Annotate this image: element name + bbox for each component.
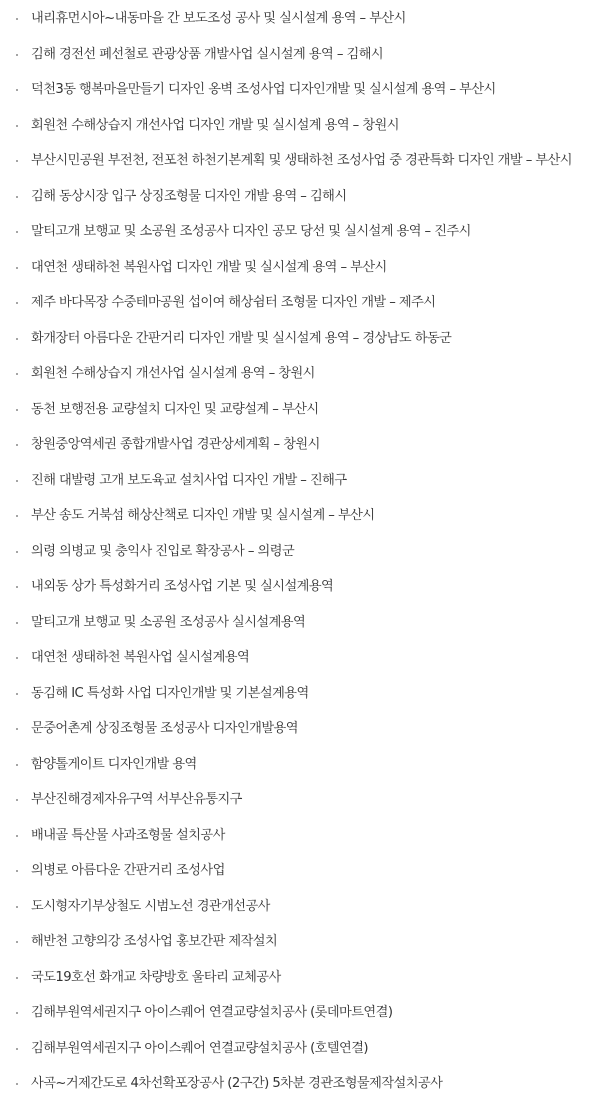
project-item — [0, 250, 600, 286]
project-title: 말티고개 보행교 및 소공원 조성공사 실시설계용역 — [31, 614, 306, 630]
bullet-dot-icon — [16, 1012, 18, 1014]
project-title: 김해 경전선 폐선철로 관광상품 개발사업 실시설계 용역 – 김해시 — [31, 46, 384, 62]
bullet-dot-icon — [16, 799, 18, 801]
bullet-dot-icon — [16, 693, 18, 695]
bullet-dot-icon — [16, 1083, 18, 1085]
project-item — [0, 179, 600, 215]
project-item — [0, 498, 600, 534]
project-title: 도시형자기부상철도 시범노선 경관개선공사 — [31, 898, 270, 914]
project-title: 사곡~거제간도로 4차선확포장공사 (2구간) 5차분 경관조형물제작설치공사 — [31, 1076, 443, 1091]
bullet-dot-icon — [16, 728, 18, 730]
project-title: 회원천 수해상습지 개선사업 디자인 개발 및 실시설계 용역 – 창원시 — [31, 117, 399, 133]
project-item — [0, 605, 600, 641]
project-item — [0, 463, 600, 499]
project-item — [0, 37, 600, 73]
bullet-dot-icon — [16, 89, 18, 91]
project-item — [0, 711, 600, 747]
bullet-dot-icon — [16, 302, 18, 304]
bullet-dot-icon — [16, 977, 18, 979]
project-title: 문중어촌계 상징조형물 조성공사 디자인개발용역 — [31, 721, 298, 736]
project-title: 부산 송도 거북섬 해상산책로 디자인 개발 및 실시설계 – 부산시 — [31, 508, 375, 523]
project-title: 동김해 IC 특성화 사업 디자인개발 및 기본설계용역 — [31, 685, 309, 701]
bullet-dot-icon — [16, 1048, 18, 1050]
project-title: 대연천 생태하천 복원사업 실시설계용역 — [31, 650, 250, 665]
bullet-dot-icon — [16, 160, 18, 162]
bullet-dot-icon — [16, 480, 18, 482]
project-item — [0, 676, 600, 712]
project-item — [0, 214, 600, 250]
bullet-dot-icon — [16, 870, 18, 872]
project-title: 부산시민공원 부전천, 전포천 하천기본계획 및 생태하천 조성사업 중 경관특화 디자인 개발 – 부산시 — [31, 153, 572, 168]
project-item — [0, 995, 600, 1031]
project-item — [0, 285, 600, 321]
bullet-dot-icon — [16, 338, 18, 340]
project-title: 대연천 생태하천 복원사업 디자인 개발 및 실시설계 용역 – 부산시 — [31, 259, 387, 275]
bullet-dot-icon — [16, 125, 18, 127]
project-title: 김해부원역세권지구 아이스퀘어 연결교량설치공사 (호텔연결) — [31, 1040, 369, 1056]
project-item — [0, 1, 600, 37]
project-title: 덕천3동 행복마을만들기 디자인 옹벽 조성사업 디자인개발 및 실시설계 용역 – 부산시 — [31, 82, 496, 97]
project-title: 의병로 아름다운 간판거리 조성사업 — [31, 863, 225, 878]
bullet-dot-icon — [16, 551, 18, 553]
project-title: 창원중앙역세권 종합개발사업 경관상세계획 – 창원시 — [31, 437, 320, 452]
bullet-dot-icon — [16, 231, 18, 233]
project-title: 김해부원역세권지구 아이스퀘어 연결교량설치공사 (롯데마트연결) — [31, 1005, 393, 1020]
project-list — [0, 1, 600, 1102]
project-item — [0, 392, 600, 428]
bullet-dot-icon — [16, 657, 18, 659]
project-item — [0, 1031, 600, 1067]
project-title: 해반천 고향의강 조성사업 홍보간판 제작설치 — [31, 934, 278, 949]
project-title: 제주 바다목장 수중테마공원 섭이여 해상쉼터 조형물 디자인 개발 – 제주시 — [31, 295, 436, 310]
bullet-dot-icon — [16, 444, 18, 446]
project-title: 회원천 수해상습지 개선사업 실시설계 용역 – 창원시 — [31, 366, 315, 381]
project-item — [0, 108, 600, 144]
project-title: 진해 대발령 고개 보도육교 설치사업 디자인 개발 – 진해구 — [31, 472, 347, 488]
bullet-dot-icon — [16, 409, 18, 411]
bullet-dot-icon — [16, 835, 18, 837]
bullet-dot-icon — [16, 515, 18, 517]
bullet-dot-icon — [16, 54, 18, 56]
project-item — [0, 569, 600, 605]
project-title: 내리휴먼시아~내동마을 간 보도조성 공사 및 실시설계 용역 – 부산시 — [31, 11, 406, 26]
bullet-dot-icon — [16, 941, 18, 943]
bullet-dot-icon — [16, 373, 18, 375]
project-title: 부산진해경제자유구역 서부산유통지구 — [31, 792, 242, 807]
project-item — [0, 924, 600, 960]
project-title: 동천 보행전용 교량설치 디자인 및 교량설계 – 부산시 — [31, 401, 319, 417]
project-title: 내외동 상가 특성화거리 조성사업 기본 및 실시설계용역 — [31, 579, 334, 594]
project-item — [0, 143, 600, 179]
project-item — [0, 818, 600, 854]
project-item — [0, 72, 600, 108]
bullet-dot-icon — [16, 18, 18, 20]
bullet-dot-icon — [16, 622, 18, 624]
project-item — [0, 427, 600, 463]
project-item — [0, 782, 600, 818]
bullet-dot-icon — [16, 906, 18, 908]
project-item — [0, 534, 600, 570]
project-item — [0, 1066, 600, 1102]
bullet-dot-icon — [16, 586, 18, 588]
project-title: 국도19호선 화개교 차량방호 울타리 교체공사 — [31, 969, 281, 985]
project-item — [0, 356, 600, 392]
project-title: 함양톨게이트 디자인개발 용역 — [31, 756, 197, 772]
bullet-dot-icon — [16, 196, 18, 198]
project-item — [0, 640, 600, 676]
bullet-dot-icon — [16, 764, 18, 766]
project-title: 의령 의병교 및 충익사 진입로 확장공사 – 의령군 — [31, 543, 295, 559]
project-item — [0, 889, 600, 925]
project-title: 배내골 특산물 사과조형물 설치공사 — [31, 827, 225, 843]
project-item — [0, 960, 600, 996]
project-item — [0, 853, 600, 889]
project-item — [0, 747, 600, 783]
project-title: 말티고개 보행교 및 소공원 조성공사 디자인 공모 당선 및 실시설계 용역 – 진주시 — [31, 224, 471, 239]
project-title: 화개장터 아름다운 간판거리 디자인 개발 및 실시설계 용역 – 경상남도 하동군 — [31, 330, 452, 346]
project-item — [0, 321, 600, 357]
project-title: 김해 동상시장 입구 상징조형물 디자인 개발 용역 – 김해시 — [31, 188, 347, 204]
bullet-dot-icon — [16, 267, 18, 269]
